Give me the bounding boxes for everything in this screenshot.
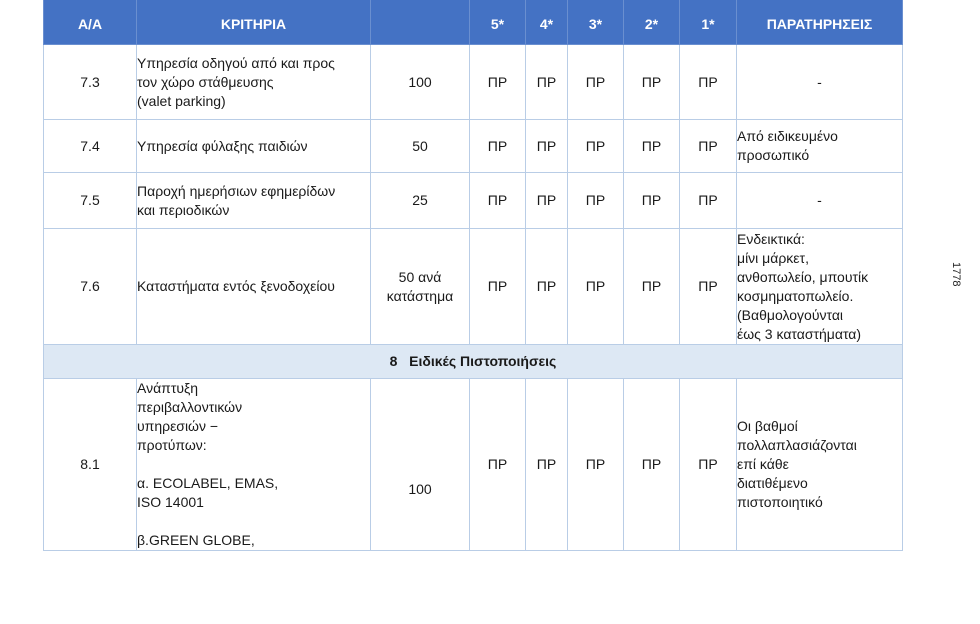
section-header-row (44, 345, 903, 379)
row-3-star: ΠΡ (568, 173, 624, 229)
cell-line: - (817, 192, 822, 208)
row-points (371, 120, 470, 173)
header-4-star: 4* (526, 0, 568, 45)
row-points: 100 (371, 379, 470, 551)
cell-line: Καταστήματα εντός ξενοδοχείου (137, 278, 335, 294)
cell-line: Υπηρεσία οδηγού από και προς (137, 54, 335, 71)
cell-line: 50 (412, 137, 428, 154)
table-row (44, 120, 903, 173)
criteria-table (43, 0, 903, 551)
cell-line: προτύπων: (137, 437, 207, 453)
header-remarks: ΠΑΡΑΤΗΡΗΣΕΙΣ (737, 0, 903, 45)
cell-line: ανθοπωλείο, μπουτίκ (737, 268, 869, 285)
table-row (44, 173, 903, 229)
cell-line (137, 512, 370, 531)
cell-line: υπηρεσιών − (137, 418, 219, 434)
row-1-star: ΠΡ (680, 120, 737, 173)
row-aa: 8.1 (44, 379, 137, 551)
row-3-star: ΠΡ (568, 229, 624, 345)
cell-line: πιστοποιητικό (737, 494, 823, 510)
page-number: 1778 (950, 262, 962, 287)
header-5-star: 5* (470, 0, 526, 45)
cell-line: πολλαπλασιάζονται (737, 437, 857, 453)
row-aa: 7.6 (44, 229, 137, 345)
row-points (371, 45, 470, 120)
header-2-star: 2* (624, 0, 680, 45)
row-1-star: ΠΡ (680, 229, 737, 345)
cell-line: προσωπικό (737, 147, 810, 163)
header-1-star: 1* (680, 0, 737, 45)
cell-line: (valet parking) (137, 92, 226, 109)
row-3-star: ΠΡ (568, 379, 624, 551)
row-2-star: ΠΡ (624, 45, 680, 120)
header-3-star: 3* (568, 0, 624, 45)
cell-line: τον χώρο στάθμευσης (137, 73, 274, 90)
row-remarks (737, 120, 903, 173)
row-5-star: ΠΡ (470, 229, 526, 345)
cell-line: 50 ανά (398, 268, 442, 285)
section-title (44, 345, 903, 379)
row-5-star: ΠΡ (470, 173, 526, 229)
cell-line (137, 455, 370, 474)
cell-line: α. ECOLABEL, EMAS, (137, 475, 279, 491)
section-number: 8 (389, 353, 398, 369)
cell-line: και περιοδικών (137, 201, 230, 218)
cell-line: Από ειδικευμένο (737, 128, 838, 144)
cell-line: 25 (412, 192, 428, 208)
cell-line: Παροχή ημερήσιων εφημερίδων (137, 182, 336, 199)
cell-line: - (817, 73, 822, 90)
header-criteria: ΚΡΙΤΗΡΙΑ (137, 0, 371, 45)
row-2-star: ΠΡ (624, 229, 680, 345)
row-points (371, 173, 470, 229)
cell-line: (Βαθμολογούνται (737, 306, 844, 323)
table-header-row (44, 0, 903, 45)
row-aa: 7.5 (44, 173, 137, 229)
row-criteria (137, 173, 371, 229)
cell-line: ISO 14001 (137, 494, 204, 510)
row-criteria (137, 120, 371, 173)
row-aa: 7.3 (44, 45, 137, 120)
cell-line: διατιθέμενο (737, 475, 808, 491)
row-3-star: ΠΡ (568, 45, 624, 120)
row-4-star: ΠΡ (526, 229, 568, 345)
cell-line: έως 3 καταστήματα) (737, 325, 862, 342)
header-points (371, 0, 470, 45)
row-5-star: ΠΡ (470, 45, 526, 120)
table-row (44, 45, 903, 120)
cell-line: μίνι μάρκετ, (737, 249, 809, 266)
row-criteria (137, 379, 371, 551)
cell-line: β.GREEN GLOBE, (137, 532, 255, 548)
cell-line: κοσμηματοπωλείο. (737, 287, 854, 304)
table-row (44, 379, 903, 551)
cell-line: Ανάπτυξη (137, 380, 199, 396)
row-1-star: ΠΡ (680, 379, 737, 551)
row-criteria (137, 45, 371, 120)
cell-line: περιβαλλοντικών (137, 399, 243, 415)
row-2-star: ΠΡ (624, 120, 680, 173)
row-5-star: ΠΡ (470, 120, 526, 173)
row-2-star: ΠΡ (624, 173, 680, 229)
row-5-star: ΠΡ (470, 379, 526, 551)
row-criteria (137, 229, 371, 345)
header-aa: Α/Α (44, 0, 137, 45)
row-4-star: ΠΡ (526, 120, 568, 173)
row-3-star: ΠΡ (568, 120, 624, 173)
row-1-star: ΠΡ (680, 45, 737, 120)
row-1-star: ΠΡ (680, 173, 737, 229)
cell-line: Ενδεικτικά: (737, 230, 805, 247)
cell-line: κατάστημα (386, 287, 454, 304)
table-row (44, 229, 903, 345)
section-title-text: Ειδικές Πιστοποιήσεις (409, 353, 557, 369)
row-aa: 7.4 (44, 120, 137, 173)
row-remarks (737, 45, 903, 120)
cell-line: 100 (408, 73, 432, 90)
row-remarks (737, 229, 903, 345)
row-4-star: ΠΡ (526, 45, 568, 120)
row-2-star: ΠΡ (624, 379, 680, 551)
cell-line: επί κάθε (737, 456, 789, 472)
row-4-star: ΠΡ (526, 173, 568, 229)
row-remarks (737, 173, 903, 229)
row-4-star: ΠΡ (526, 379, 568, 551)
row-remarks (737, 379, 903, 551)
cell-line: Οι βαθμοί (737, 418, 798, 434)
row-points (371, 229, 470, 345)
cell-line: Υπηρεσία φύλαξης παιδιών (137, 137, 308, 154)
